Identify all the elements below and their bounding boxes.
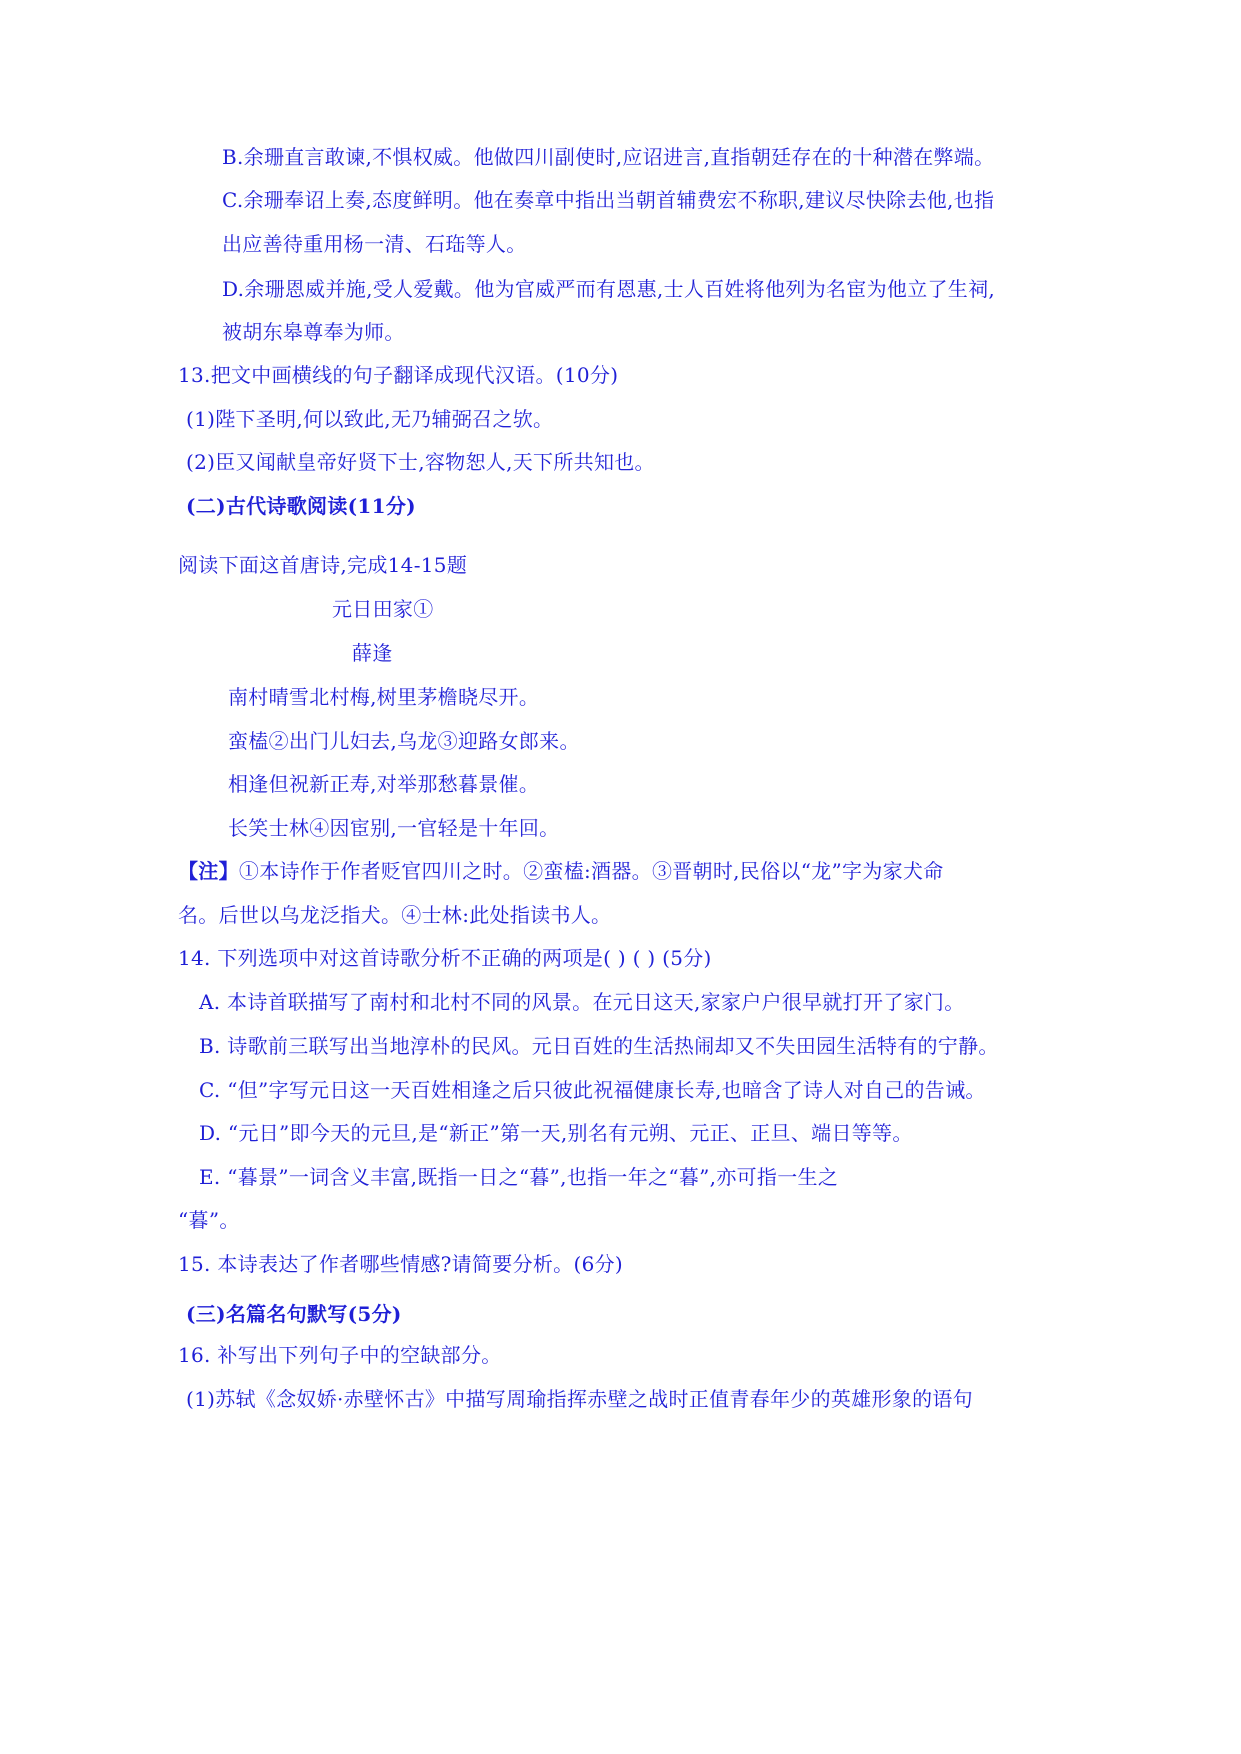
q14-option-d: D. “元日”即今天的元旦,是“新正”第一天,别名有元朔、元正、正旦、端日等等。 (199, 1121, 913, 1145)
q14-stem: 14. 下列选项中对这首诗歌分析不正确的两项是( ) ( ) (5分) (178, 946, 712, 970)
q16-sentence-1: (1)苏轼《念奴娇·赤壁怀古》中描写周瑜指挥赤壁之战时正值青春年少的英雄形象的语句 (186, 1387, 973, 1411)
poem-author: 薛逢 (352, 641, 393, 665)
q12-option-c-line1: C.余珊奉诏上奏,态度鲜明。他在奏章中指出当朝首辅费宏不称职,建议尽快除去他,也指 (222, 188, 995, 212)
q14-option-b: B. 诗歌前三联写出当地淳朴的民风。元日百姓的生活热闹却又不失田园生活特有的宁静。 (199, 1034, 999, 1058)
poem-note-line1 (178, 858, 944, 884)
q13-stem: 13.把文中画横线的句子翻译成现代汉语。(10分) (178, 363, 619, 387)
poem-line: 相逢但祝新正寿,对举那愁暮景催。 (228, 772, 540, 796)
q12-option-c-line2: 出应善待重用杨一清、石珤等人。 (222, 232, 527, 256)
section3-heading: (三)名篇名句默写(5分) (186, 1302, 402, 1326)
poem-title: 元日田家① (332, 597, 434, 621)
poem-note-line2: 名。后世以乌龙泛指犬。④士林:此处指读书人。 (178, 903, 612, 927)
q14-option-e-continuation: “暮”。 (178, 1208, 240, 1232)
q12-option-d-line2: 被胡东皋尊奉为师。 (222, 320, 405, 344)
q14-option-e: E. “暮景”一词含义丰富,既指一日之“暮”,也指一年之“暮”,亦可指一生之 (199, 1165, 839, 1189)
poem-line: 长笑士林④因宦别,一官轻是十年回。 (228, 816, 560, 840)
q14-option-c: C. “但”字写元日这一天百姓相逢之后只彼此祝福健康长寿,也暗含了诗人对自己的告诫。 (199, 1078, 986, 1102)
section2-heading: (二)古代诗歌阅读(11分) (186, 494, 416, 518)
note-text: ①本诗作于作者贬官四川之时。②蛮榼:酒器。③晋朝时,民俗以“龙”字为家犬命 (238, 859, 944, 883)
section2-intro: 阅读下面这首唐诗,完成14-15题 (178, 553, 468, 577)
q15-stem: 15. 本诗表达了作者哪些情感?请简要分析。(6分) (178, 1252, 624, 1276)
poem-line: 蛮榼②出门儿妇去,乌龙③迎路女郎来。 (228, 729, 580, 753)
q13-sentence-2: (2)臣又闻献皇帝好贤下士,容物恕人,天下所共知也。 (186, 450, 655, 474)
q14-option-a: A. 本诗首联描写了南村和北村不同的风景。在元日这天,家家户户很早就打开了家门。 (199, 990, 965, 1014)
note-label: 【注】 (178, 859, 239, 883)
poem-line: 南村晴雪北村梅,树里茅檐晓尽开。 (228, 685, 540, 709)
q13-sentence-1: (1)陛下圣明,何以致此,无乃辅弼召之欤。 (186, 407, 554, 431)
q12-option-b: B.余珊直言敢谏,不惧权威。他做四川副使时,应诏进言,直指朝廷存在的十种潜在弊端。 (222, 145, 995, 169)
q12-option-d-line1: D.余珊恩威并施,受人爱戴。他为官威严而有恩惠,士人百姓将他列为名宦为他立了生祠, (222, 277, 996, 301)
q16-stem: 16. 补写出下列句子中的空缺部分。 (178, 1343, 502, 1367)
